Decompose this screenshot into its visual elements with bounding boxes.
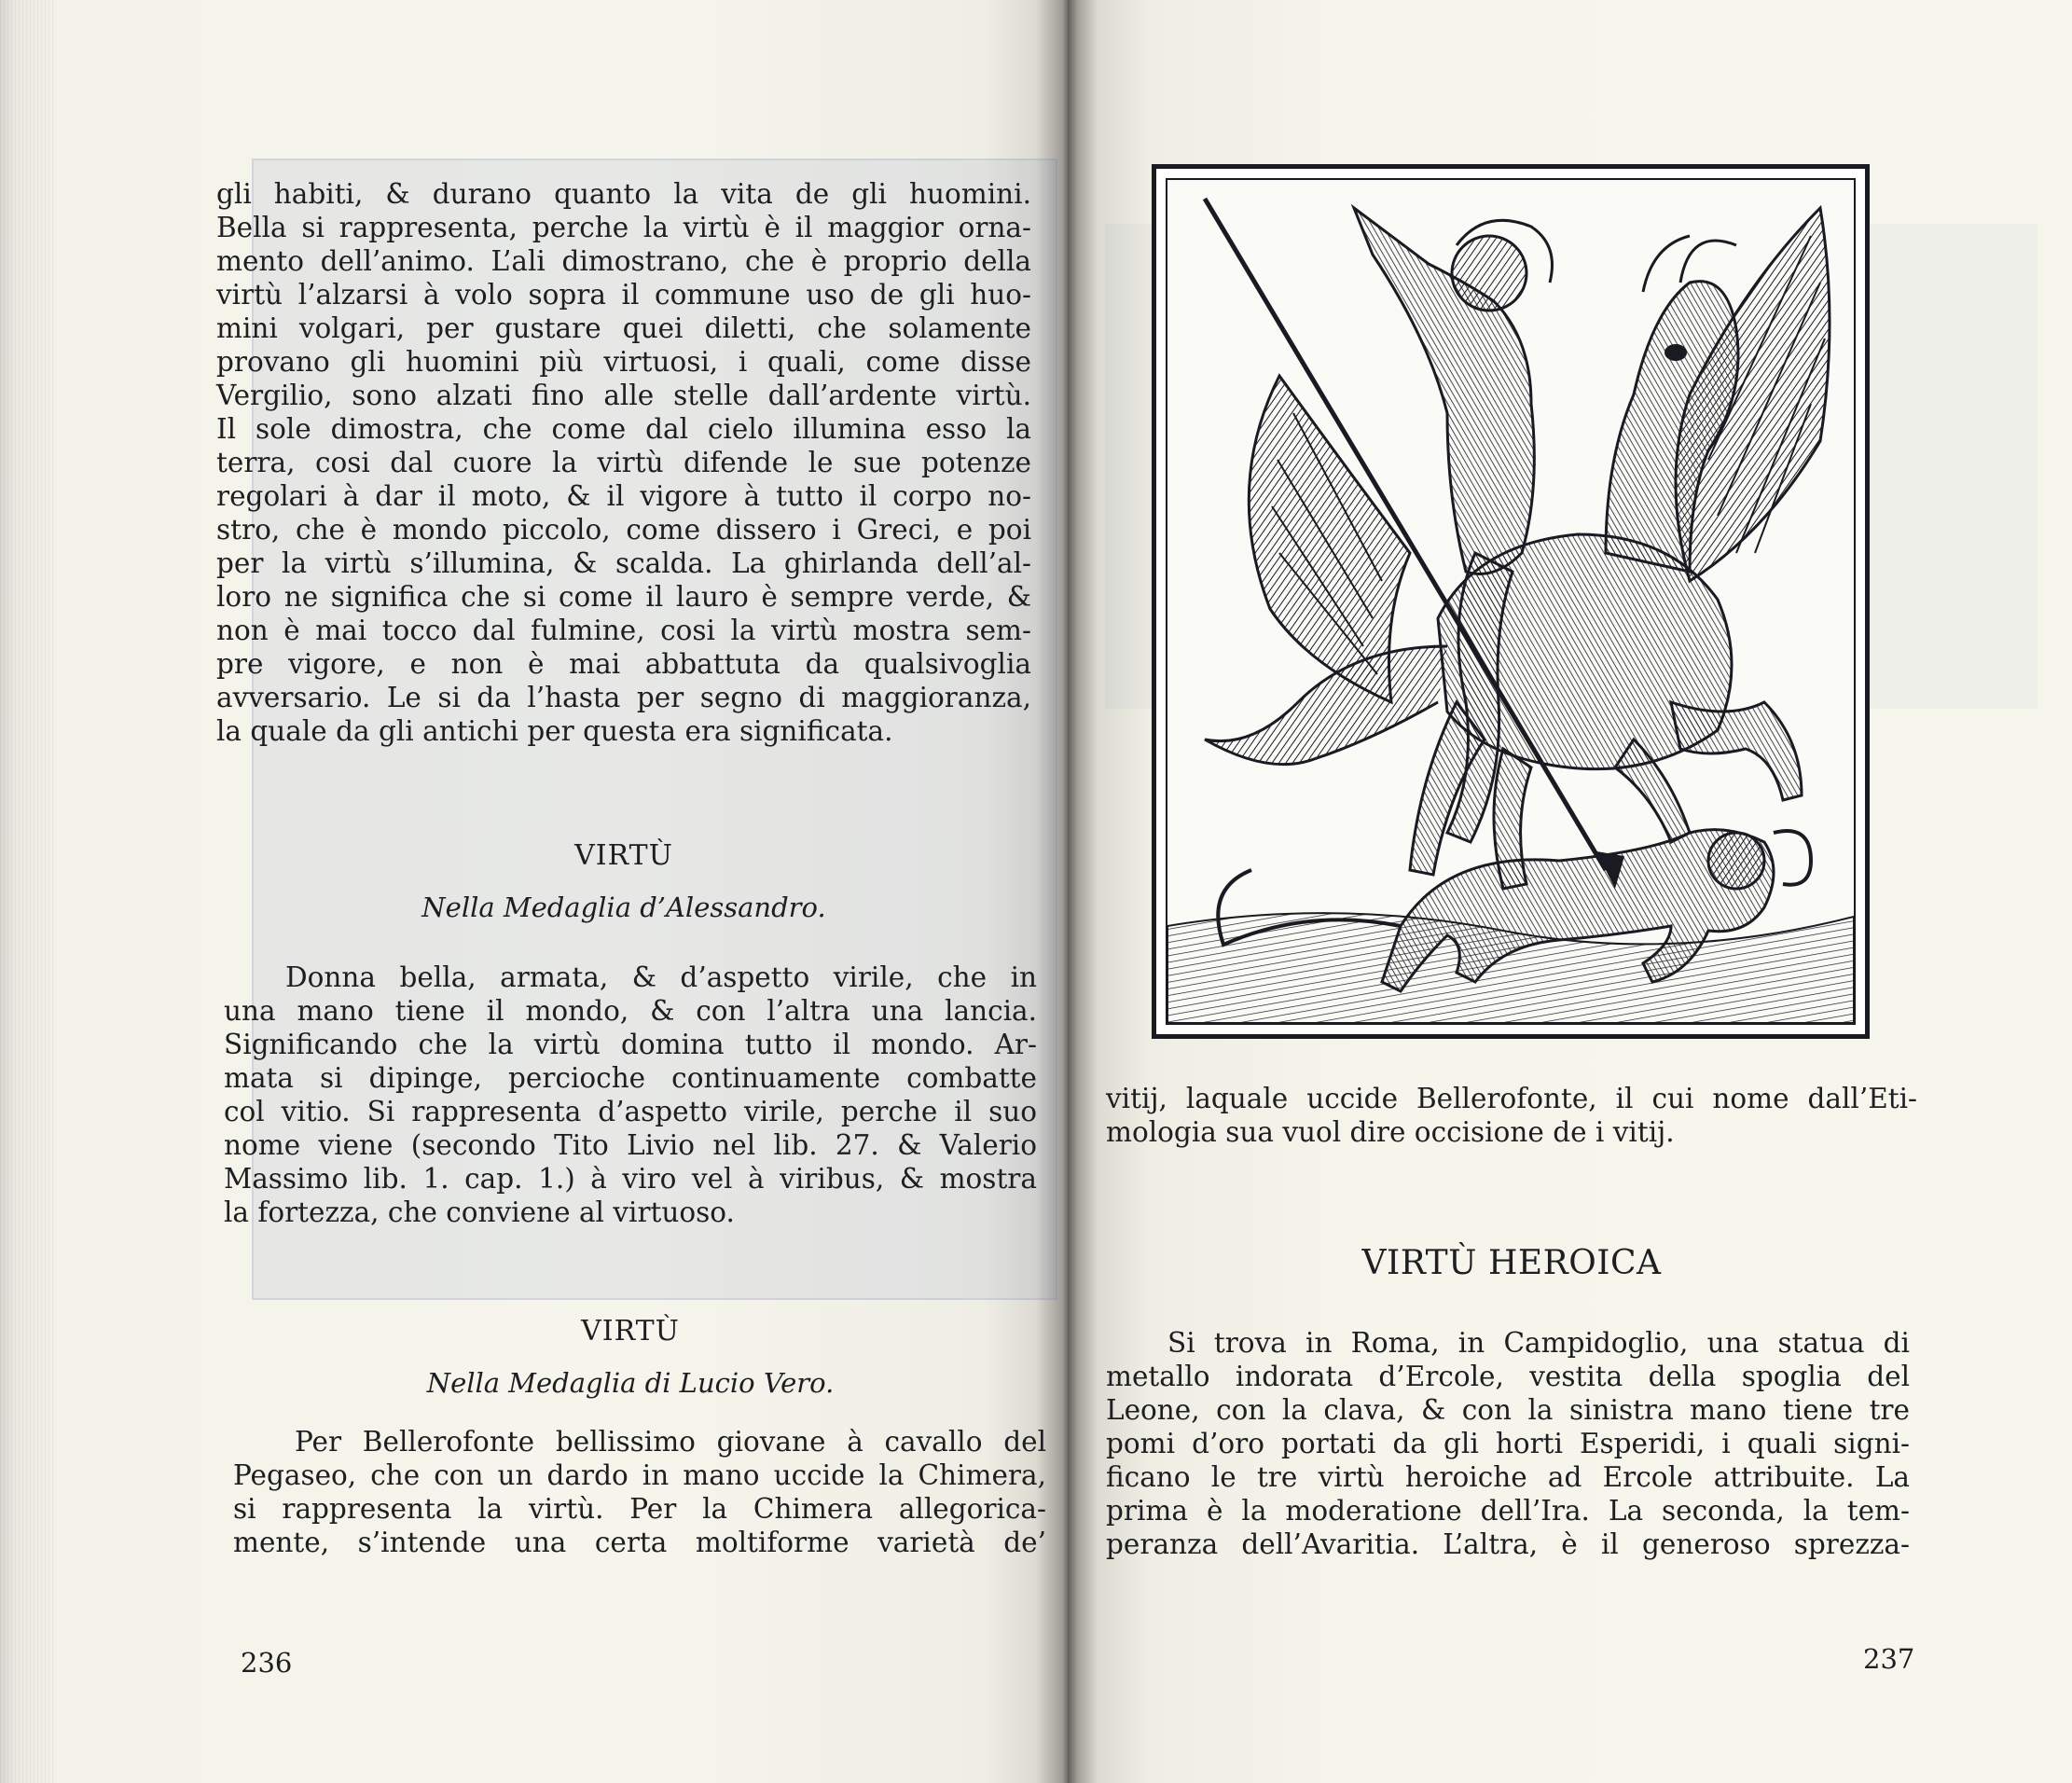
left-top-paragraph <box>216 177 1031 748</box>
text-line: prima è la moderatione dell’Ira. La seconda, la tem- <box>1106 1495 1910 1527</box>
text-line: terra, cosi dal cuore la virtù difende le sue potenze <box>216 447 1031 478</box>
virtu-heroica-paragraph <box>1106 1326 1910 1561</box>
text-line: gli habiti, & durano quanto la vita de gli huomini. <box>216 178 1031 210</box>
woodcut-frame <box>1166 178 1856 1025</box>
text-line: mini volgari, per gustare quei diletti, che solamente <box>216 312 1031 344</box>
text-line: virtù l’alzarsi à volo sopra il commune uso de gli huo- <box>216 279 1031 311</box>
text-line: provano gli huomini più virtuosi, i quali, come disse <box>216 346 1031 378</box>
page-edge-stack <box>0 0 56 1783</box>
text-line: una mano tiene il mondo, & con l’altra una lancia. <box>224 995 1037 1027</box>
text-line: Massimo lib. 1. cap. 1.) à viro vel à viribus, & mostra <box>224 1163 1037 1195</box>
text-line: la fortezza, che conviene al virtuoso. <box>224 1196 735 1228</box>
page-number-left: 236 <box>241 1647 293 1679</box>
section1-paragraph <box>224 961 1037 1229</box>
text-line: Si trova in Roma, in Campidoglio, una statua di <box>1167 1327 1910 1359</box>
text-line: Pegaseo, che con un dardo in mano uccide la Chimera, <box>233 1459 1046 1491</box>
text-line: vitij, laquale uccide Bellerofonte, il cui nome dall’Eti- <box>1106 1083 1917 1114</box>
text-line: si rappresenta la virtù. Per la Chimera allegorica- <box>233 1493 1046 1525</box>
text-line: non è mai tocco dal fulmine, cosi la virtù mostra sem- <box>216 615 1031 646</box>
text-line: per la virtù s’illumina, & scalda. La ghirlanda dell’al- <box>216 547 1031 579</box>
text-line: pomi d’oro portati da gli horti Esperidi, i quali signi- <box>1106 1428 1910 1459</box>
bellerophon-pegasus-chimera-image <box>1167 180 1854 1023</box>
text-line: la quale da gli antichi per questa era significata. <box>216 715 893 747</box>
text-line: col vitio. Si rappresenta d’aspetto virile, perche il suo <box>224 1096 1037 1127</box>
section-subtitle: Nella Medaglia di Lucio Vero. <box>426 1367 835 1399</box>
text-line: Donna bella, armata, & d’aspetto virile, che in <box>285 961 1037 993</box>
text-line: mento dell’animo. L’ali dimostrano, che è proprio della <box>216 245 1031 277</box>
text-line: peranza dell’Avaritia. L’altra, è il generoso sprezza- <box>1106 1528 1910 1560</box>
text-line: Significando che la virtù domina tutto il mondo. Ar- <box>224 1029 1037 1060</box>
text-line: avversario. Le si da l’hasta per segno di maggioranza, <box>216 682 1031 713</box>
section-title: VIRTÙ HEROICA <box>1361 1244 1662 1282</box>
text-line: Bella si rappresenta, perche la virtù è il maggior orna- <box>216 212 1031 243</box>
text-line: Il sole dimostra, che come dal cielo illumina esso la <box>216 413 1031 445</box>
section-title: VIRTÙ <box>574 839 673 872</box>
text-line: mata si dipinge, percioche continuamente combatte <box>224 1062 1037 1094</box>
text-line: mologia sua vuol dire occisione de i vitij. <box>1106 1116 1675 1148</box>
text-line: stro, che è mondo piccolo, come dissero i Greci, e poi <box>216 514 1031 546</box>
text-line: nome viene (secondo Tito Livio nel lib. 27. & Valerio <box>224 1129 1037 1161</box>
caption-continuation <box>1106 1082 1917 1149</box>
text-line: mente, s’intende una certa moltiforme varietà de’ <box>233 1527 1046 1558</box>
section-subtitle: Nella Medaglia d’Alessandro. <box>421 892 826 923</box>
section-title: VIRTÙ <box>581 1315 680 1348</box>
text-line: Leone, con la clava, & con la sinistra mano tiene tre <box>1106 1394 1910 1426</box>
text-line: loro ne significa che si come il lauro è sempre verde, & <box>216 581 1031 613</box>
text-line: pre vigore, e non è mai abbattuta da qualsivoglia <box>216 648 1031 680</box>
page-number-right: 237 <box>1863 1643 1915 1675</box>
text-line: regolari à dar il moto, & il vigore à tutto il corpo no- <box>216 480 1031 512</box>
section2-paragraph <box>233 1425 1046 1559</box>
text-line: Vergilio, sono alzati fino alle stelle dall’ardente virtù. <box>216 380 1031 411</box>
text-line: Per Bellerofonte bellissimo giovane à cavallo del <box>295 1426 1046 1458</box>
text-line: metallo indorata d’Ercole, vestita della spoglia del <box>1106 1361 1910 1392</box>
woodcut-illustration <box>1152 164 1870 1039</box>
text-line: ficano le tre virtù heroiche ad Ercole attribuite. La <box>1106 1461 1910 1493</box>
